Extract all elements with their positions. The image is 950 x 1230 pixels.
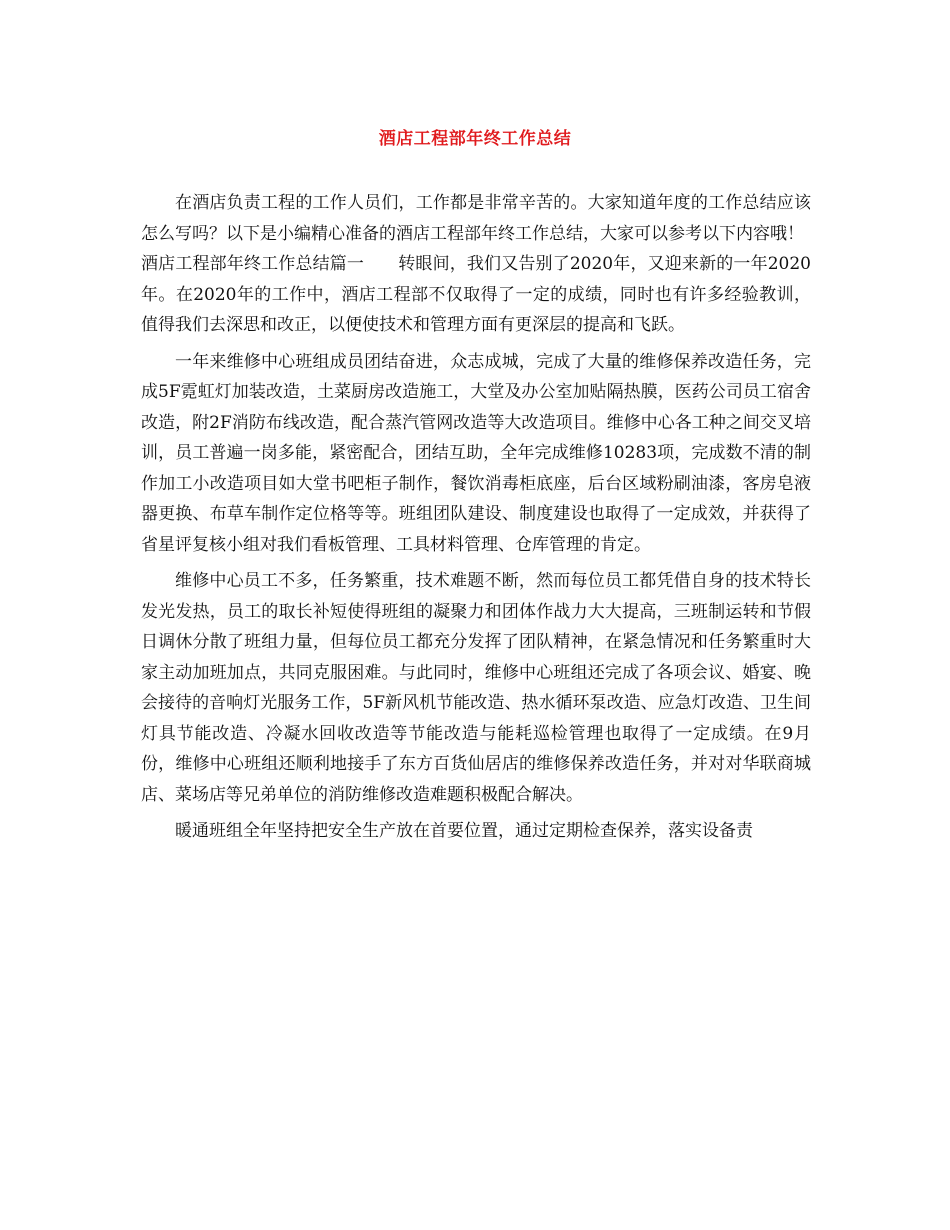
section-heading: 酒店工程部年终工作总结篇一 — [141, 254, 365, 274]
document-body — [141, 188, 811, 847]
intro-paragraph: 在酒店负责工程的工作人员们，工作都是非常辛苦的。大家知道年度的工作总结应该怎么写吗？以下是小编精心准备的酒店工程部年终工作总结，大家可以参考以下内容哦！ — [141, 193, 811, 244]
body-paragraph-2: 维修中心员工不多，任务繁重，技术难题不断，然而每位员工都凭借自身的技术特长发光发热，员工的取长补短使得班组的凝聚力和团体作战力大大提高，三班制运转和节假日调休分散了班组力量，但每位员工都充分发挥了团队精神，在紧急情况和任务繁重时大家主动加班加点，共同克服困难。与此同时，维修中心班组还完成了各项会议、婚宴、晚会接待的音响灯光服务工作，5F新风机节能改造、热水循环泵改造、应急灯改造、卫生间灯具节能改造、冷凝水回收改造等节能改造与能耗巡检管理也取得了一定成绩。在9月份，维修中心班组还顺利地接手了东方百货仙居店的维修保养改造任务，并对对华联商城店、菜场店等兄弟单位的消防维修改造难题积极配合解决。 — [141, 571, 811, 805]
section-lead-text: 转眼间，我们又告别了2020年，又迎来新的一年2020年。在2020年的工作中，酒店工程部不仅取得了一定的成绩，同时也有许多经验教训，值得我们去深思和改正，以便使技术和管理方面有更深层的提高和飞跃。 — [141, 254, 811, 335]
body-paragraph-1: 一年来维修中心班组成员团结奋进，众志成城，完成了大量的维修保养改造任务，完成5F霓虹灯加装改造，土菜厨房改造施工，大堂及办公室加贴隔热膜，医药公司员工宿舍改造，附2F消防布线改造，配合蒸汽管网改造等大改造项目。维修中心各工种之间交叉培训，员工普遍一岗多能，紧密配合，团结互助，全年完成维修10283项，完成数不清的制作加工小改造项目如大堂书吧柜子制作，餐饮消毒柜底座，后台区域粉刷油漆，客房皂液器更换、布草车制作定位格等等。班组团队建设、制度建设也取得了一定成效，并获得了省星评复核小组对我们看板管理、工具材料管理、仓库管理的肯定。 — [141, 351, 811, 555]
section-paragraph — [141, 249, 811, 341]
document-title: 酒店工程部年终工作总结 — [378, 129, 572, 149]
body-paragraph-3: 暖通班组全年坚持把安全生产放在首要位置，通过定期检查保养，落实设备责 — [175, 821, 753, 841]
